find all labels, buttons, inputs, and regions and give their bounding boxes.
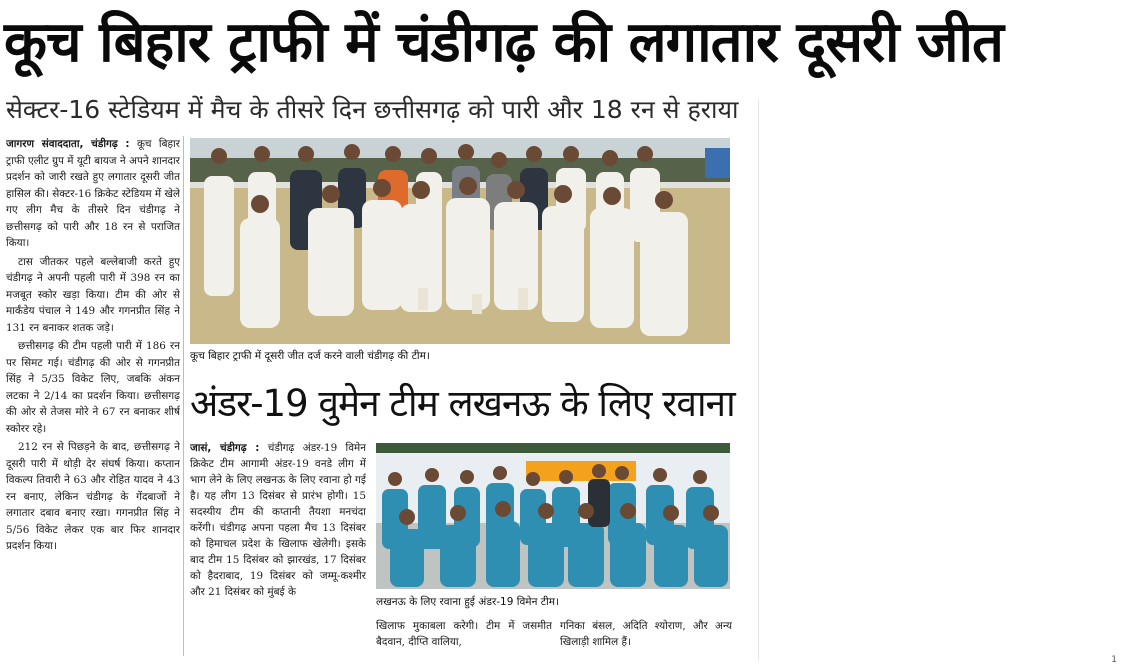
story2-body-col3: गनिका बंसल, अदिति श्योराण, और अन्य खिलाड़ी शामिल हैं। — [560, 620, 732, 648]
team-photo-men-image — [190, 138, 730, 344]
photo-caption-women: लखनऊ के लिए रवाना हुई अंडर-19 विमेन टीम। — [376, 596, 559, 608]
team-photo-women-image — [376, 443, 730, 589]
story-paragraph: कूच बिहार ट्राफी एलीट ग्रुप में यूटी बायज ने अपने शानदार प्रदर्शन को जारी रखते हुए लगातार दूसरी जीत हासिल की। सेक्टर-16 क्रिकेट स्टेडियम में खेले गए लीग मैच के तीसरे दिन चंडीगढ़ ने छत्तीसगढ़ को पारी और 18 रन से पराजित किया। — [6, 138, 180, 249]
dateline: जासं, चंडीगढ़ : — [190, 442, 260, 454]
story2-body — [190, 440, 366, 656]
subheadline: सेक्टर-16 स्टेडियम में मैच के तीसरे दिन छत्तीसगढ़ को पारी और 18 रन से हराया — [6, 95, 739, 124]
story-paragraph: चंडीगढ़ अंडर-19 विमेन क्रिकेट टीम आगामी अंडर-19 वनडे लीग में भाग लेने के लिए लखनऊ के लिए रवाना हो गई है। यह लीग 13 दिसंबर से प्रारंभ होगी। 15 सदस्यीय टीम की कप्तानी तैयशा मनचंदा करेंगी। चंडीगढ़ अपना पहला मैच 13 दिसंबर को हिमाचल प्रदेश के खिलाफ खेलेगी। इसके बाद टीम 15 दिसंबर को झारखंड, 17 दिसंबर को हैदराबाद, 19 दिसंबर को जम्मू-कश्मीर और 21 दिसंबर को मुंबई के — [190, 442, 366, 598]
team-photo-men — [190, 138, 730, 344]
story-body-left — [6, 136, 180, 656]
team-photo-women — [376, 443, 730, 589]
column-divider-right — [758, 100, 759, 660]
story2-headline: अंडर-19 वुमेन टीम लखनऊ के लिए रवाना — [190, 382, 735, 425]
photo-caption-men: कूच बिहार ट्राफी में दूसरी जीत दर्ज करने वाली चंडीगढ़ की टीम। — [190, 350, 430, 362]
main-headline: कूच बिहार ट्राफी में चंडीगढ़ की लगातार दूसरी जीत — [4, 10, 1003, 75]
story-paragraph: 212 रन से पिछड़ने के बाद, छत्तीसगढ़ ने दूसरी पारी में थोड़ी देर संघर्ष किया। कप्तान विकल्प तिवारी ने 63 और रोहित यादव ने 43 रन बनाए, लेकिन चंडीगढ़ के गेंदबाजों ने लगातार दबाव बनाए रखा। गगनप्रीत सिंह ने 5/56 विकेट लेकर एक बार फिर शानदार प्रदर्शन किया। — [6, 441, 180, 552]
story-paragraph: टास जीतकर पहले बल्लेबाजी करते हुए चंडीगढ़ ने अपनी पहली पारी में 398 रन का मजबूत स्कोर खड़ा किया। टीम की ओर से मार्कंडेय पंचाल ने 149 और गगनप्रीत सिंह ने 131 रन बनाकर शतक जड़े। — [6, 255, 180, 334]
story-paragraph: छत्तीसगढ़ की टीम पहली पारी में 186 रन पर सिमट गई। चंडीगढ़ की ओर से गगनप्रीत सिंह ने 5/35 विकेट लिए, जबकि अंकन लटका ने 2/14 का प्रदर्शन किया। छत्तीसगढ़ की ओर से तेजस मोरे ने 67 रन बनाकर शीर्ष स्कोरर रहे। — [6, 340, 180, 435]
column-divider — [183, 136, 184, 656]
dateline: जागरण संवाददाता, चंडीगढ़ : — [6, 138, 130, 150]
page-number: 1 — [1111, 655, 1117, 665]
story2-body-col2: खिलाफ मुकाबला करेगी। टीम में जसमीत बैदवान, दीप्ति वालिया, — [376, 620, 552, 648]
